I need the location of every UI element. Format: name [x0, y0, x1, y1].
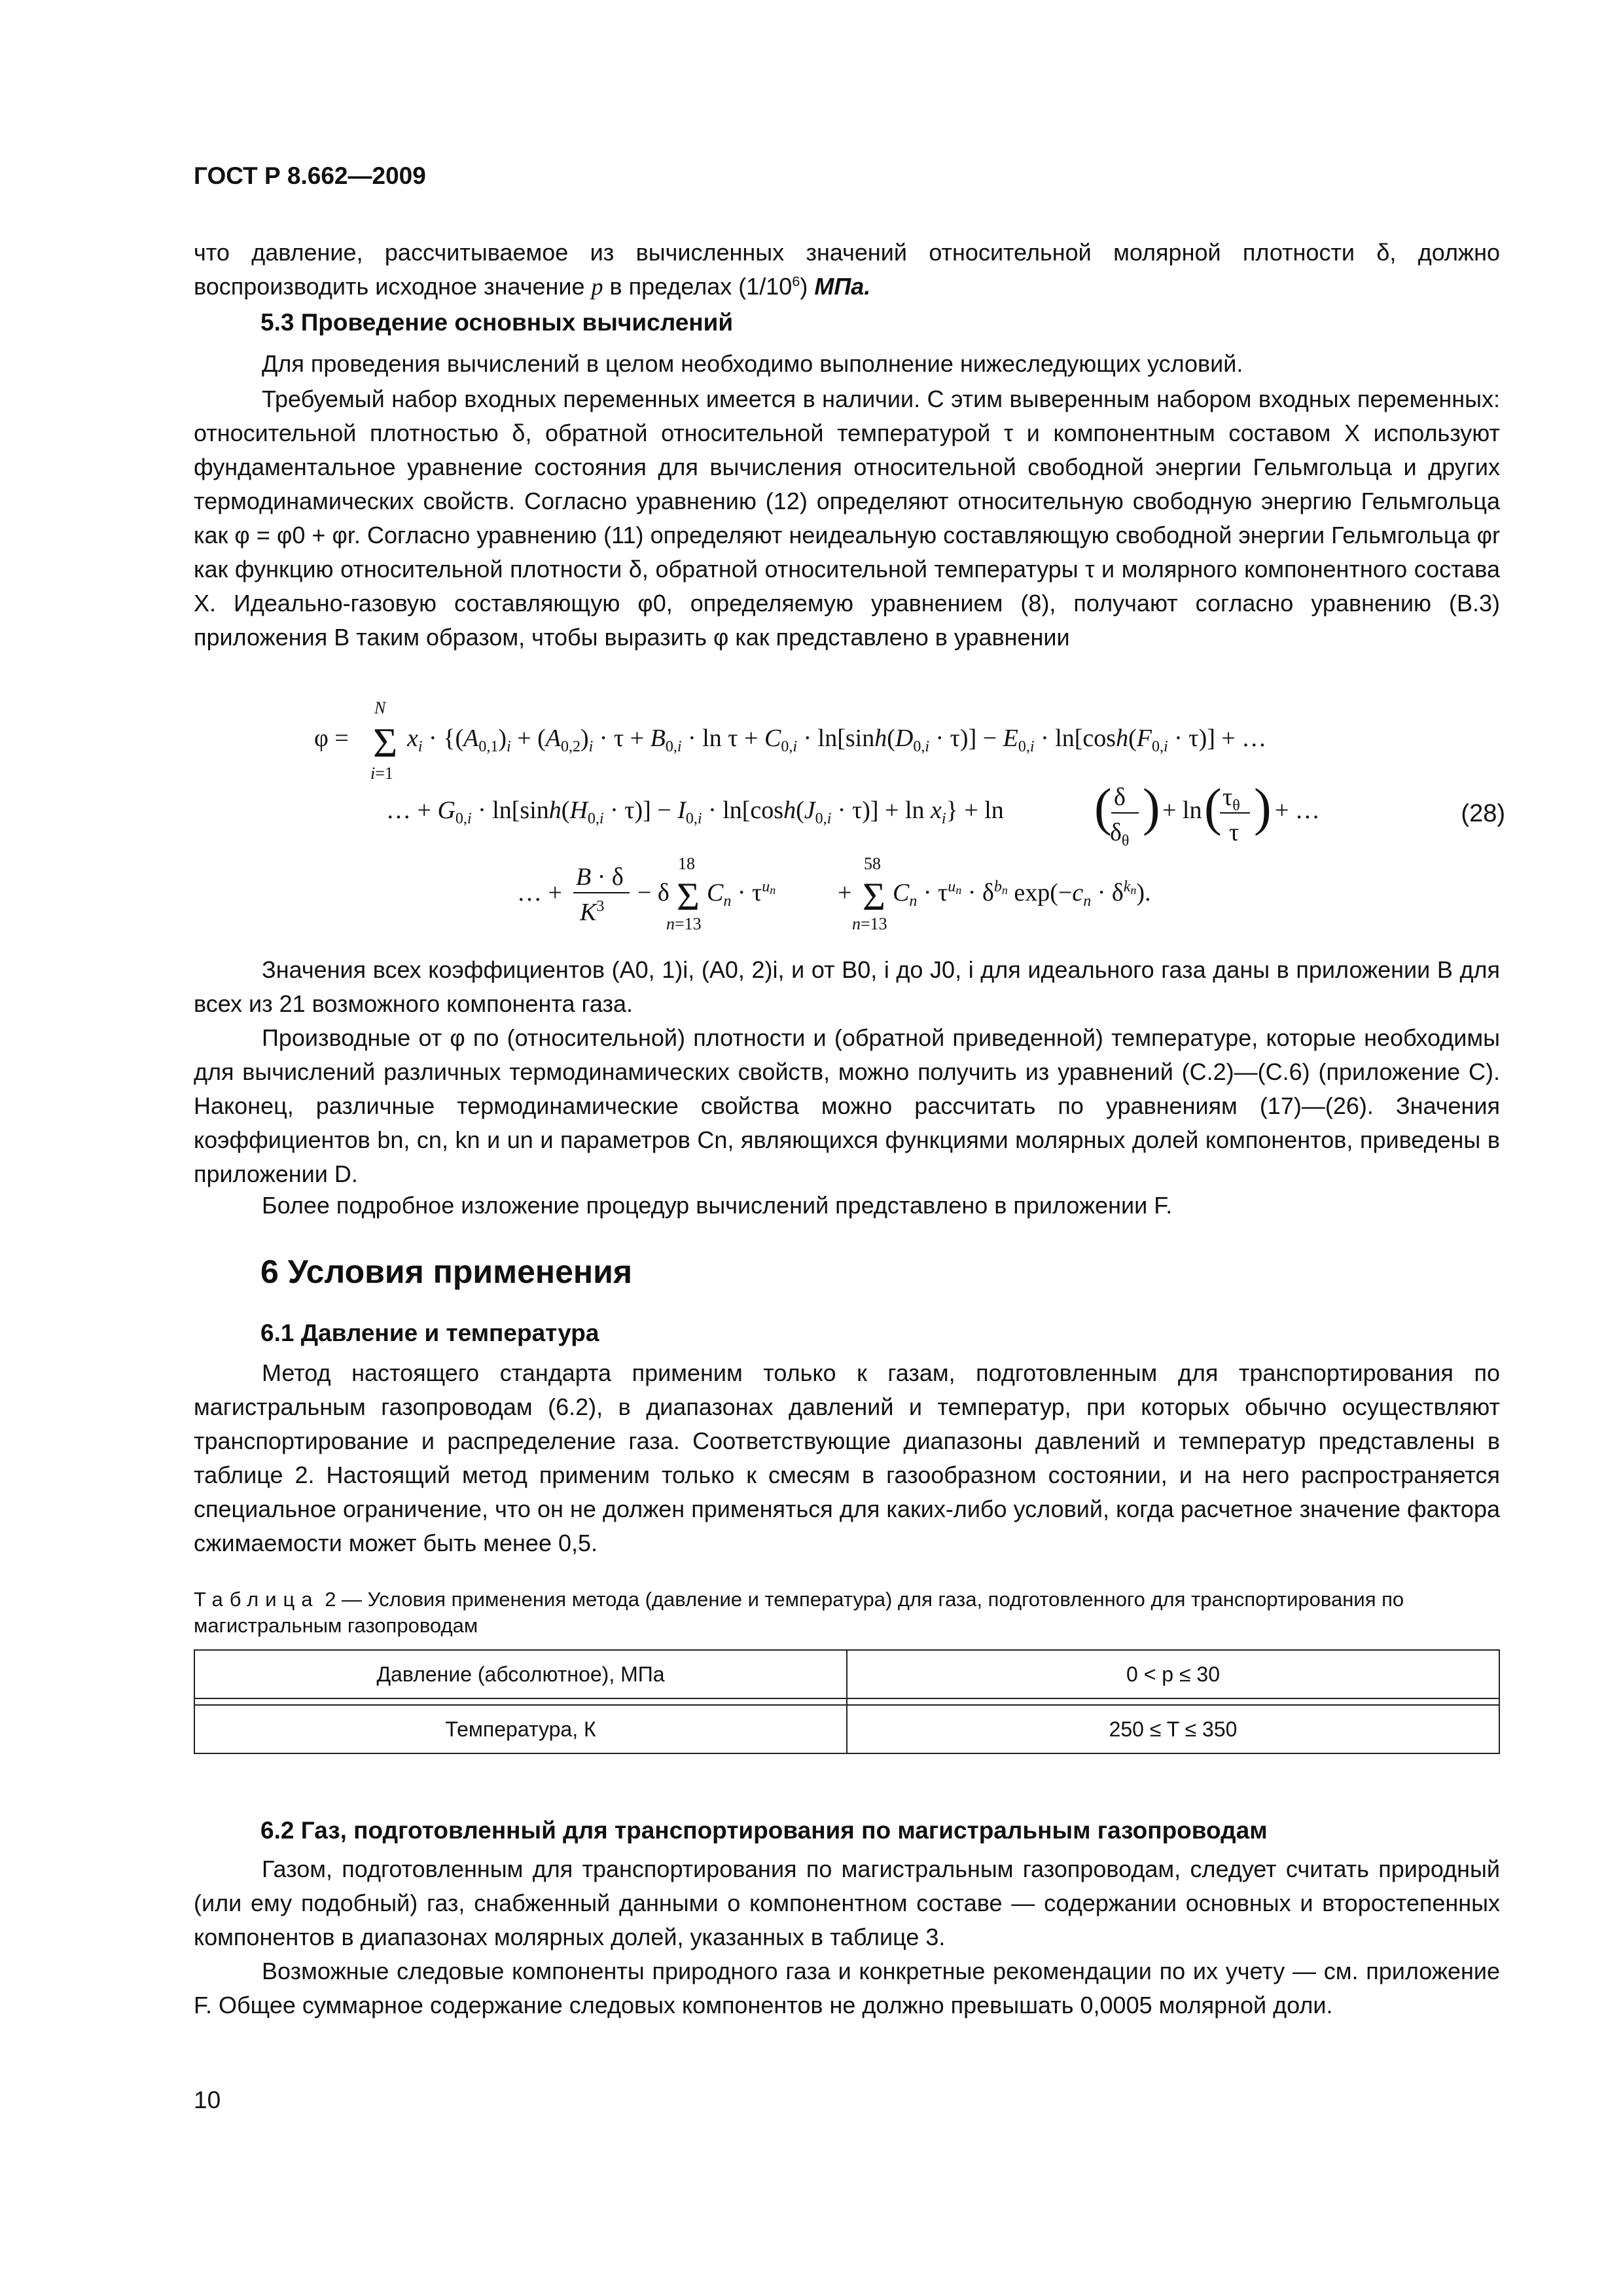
svg-text:K3: $K^3$ [580, 898, 605, 926]
equation-number: (28) [1461, 800, 1505, 827]
svg-text:+ ln: + ln [1162, 797, 1202, 824]
svg-text:xi · {(A0,1)i + (A0,2)i · τ +: $x_i \cdot \{(A_{0,1})_i + (A_{0,2})_i \cdot \tau + B_{0,i} \cdot \ln \tau + C_{0,i} \cdot \ln[\sinh(D_{0,i} \cdot \tau)] - E_{0,i} \cdot \ln[\cosh(F_{0,i} \cdot \tau)]$ + … [407, 725, 1267, 755]
svg-text:φ =: φ = [314, 725, 349, 752]
table-cell-value: 0 < p ≤ 30 [847, 1650, 1499, 1698]
paragraph-continuation: что давление, рассчитываемое из вычисленных значений относительной молярной плотности δ, должно воспроизводить исходное значение p в пределах $(1/10^6)$ МПа. [194, 239, 1500, 300]
svg-text:Cn · τun · δbn exp(−cn · δkn).: $C_n \cdot \tau^un \cdot \delta^bn$ $\exp(-c_n \cdot \delta^kn)$. [893, 878, 1151, 910]
equation-line-2 [386, 779, 1320, 850]
table-2 [194, 1649, 1500, 1754]
svg-text:58: 58 [864, 854, 881, 873]
svg-text:… + G0,i · ln[sinh(H0,i · τ)]: … + $G_{0,i} \cdot \ln[\sinh(H_{0,i} \cdot \tau)] - I_{0,i} \cdot \ln[\cosh(J_{0,i} \cdot \tau)] + \ln x_i\} + \ln$ [386, 797, 1004, 827]
svg-text:… +: … + [517, 879, 562, 906]
svg-text:+: + [838, 879, 852, 906]
paragraph-5-3-a: Для проведения вычислений в целом необходимо выполнение нижеследующих условий. [262, 350, 1243, 377]
section-6-1-title: 6.1 Давление и температура [260, 1319, 599, 1346]
table-row [194, 1650, 1499, 1698]
table-2-caption: Таблица 2 — Условия применения метода (давление и температура) для газа, подготовленного для транспортирования по магистральным газопроводам [194, 1588, 1404, 1637]
section-6-2-title: 6.2 Газ, подготовленный для транспортирования по магистральным газопроводам [260, 1817, 1268, 1844]
svg-text:Σ: Σ [677, 875, 700, 918]
paragraph-5-3-b: Требуемый набор входных переменных имеется в наличии. С этим выверенным набором входных переменных: относительной плотностью δ, обратной относительной температурой τ и компонентным составом X используют фундаментальное уравнение состояния для вычисления относительной свободной энергии Гельмгольца и других термодинамических свойств. Согласно уравнению (12) определяют относительную свободную энергию Гельмгольца как φ = φ0 + φr. Согласно уравнению (11) определяют неидеальную составляющую свободной энергии Гельмгольца φr как функцию относительной плотности δ, обратной относительной температуры τ и молярного компонентного состава X. Идеально-газовую составляющую φ0, определяемую уравнением (8), получают согласно уравнению (В.3) приложения В таким образом, чтобы выразить φ как представлено в уравнении [194, 386, 1500, 651]
svg-text:): ) [1143, 779, 1160, 836]
paragraph-6-1: Метод настоящего стандарта применим только к газам, подготовленным для транспортирования по магистральным газопроводам (6.2), в диапазонах давлений и температур, при которых обычно осуществляют транспортирование и распределение газа. Соответствующие диапазоны давлений и температур представлены в таблице 2. Настоящий метод применим только к смесям в газообразном состоянии, и на него распространяется специальное ограничение, что он не должен применяться для каких-либо условий, когда расчетное значение фактора сжимаемости может быть менее 0,5. [194, 1359, 1500, 1556]
paragraph-more-details: Более подробное изложение процедур вычислений представлено в приложении F. [262, 1192, 1173, 1219]
section-5-3-title: 5.3 Проведение основных вычислений [260, 309, 734, 336]
svg-text:n=13: n=13 [666, 914, 702, 933]
svg-text:τθ: $\tau_\theta$ [1222, 783, 1240, 814]
svg-text:(: ( [1204, 779, 1222, 836]
svg-text:n=13: n=13 [852, 914, 887, 933]
svg-text:− δ: − δ [637, 879, 669, 906]
svg-text:): ) [1254, 779, 1272, 836]
paragraph-coefficients: Значения всех коэффициентов (A0, 1)i, (A0, 2)i, и от B0, i до J0, i для идеального газа даны в приложении В для всех из 21 возможного компонента газа. [194, 956, 1500, 1017]
svg-text:18: 18 [678, 854, 695, 873]
svg-text:τ: τ [1229, 819, 1240, 846]
svg-text:N: N [374, 698, 386, 717]
table-cell-value: 250 ≤ T ≤ 350 [847, 1705, 1499, 1753]
paragraph-6-2-b: Возможные следовые компоненты природного газа и конкретные рекомендации по их учету — см. приложение F. Общее суммарное содержание следовых компонентов не должно превышать 0,0005 молярной доли. [194, 1958, 1500, 2018]
table-row [194, 1705, 1499, 1753]
svg-text:Cn · τun: $C_n \cdot \tau^un$ [707, 878, 776, 910]
svg-text:+ …: + … [1275, 797, 1320, 824]
equation-line-3 [517, 854, 1151, 933]
svg-text:δθ: $\delta_\theta$ [1110, 819, 1130, 850]
equation-28 [288, 694, 1505, 942]
equation-line-1 [314, 698, 1266, 783]
table-cell-label: Давление (абсолютное), МПа [194, 1650, 847, 1698]
svg-text:B · δ: B · δ [576, 863, 624, 891]
table-cell-label: Температура, К [194, 1705, 847, 1753]
document-header: ГОСТ Р 8.662—2009 [194, 162, 426, 189]
svg-text:Σ: Σ [863, 875, 885, 918]
svg-text:(: ( [1094, 779, 1112, 836]
page-number: 10 [194, 2087, 221, 2113]
svg-text:i=1: i=1 [370, 764, 393, 783]
svg-text:δ: δ [1114, 783, 1126, 811]
svg-text:Σ: Σ [373, 719, 398, 766]
paragraph-derivatives: Производные от φ по (относительной) плотности и (обратной приведенной) температуре, которые необходимы для вычислений различных термодинамических свойств, можно получить из уравнений (С.2)—(С.6) (приложение С). Наконец, различные термодинамические свойства можно рассчитать по уравнениям (17)—(26). Значения коэффициентов bn, cn, kn и un и параметров Cn, являющихся функциями молярных долей компонентов, приведены в приложении D. [194, 1024, 1500, 1187]
paragraph-6-2-a: Газом, подготовленным для транспортирования по магистральным газопроводам, следует считать природный (или ему подобный) газ, снабженный данными о компонентном составе — содержании основных и второстепенных компонентов в диапазонах молярных долей, указанных в таблице 3. [194, 1856, 1500, 1950]
section-6-title: 6 Условия применения [260, 1253, 633, 1290]
